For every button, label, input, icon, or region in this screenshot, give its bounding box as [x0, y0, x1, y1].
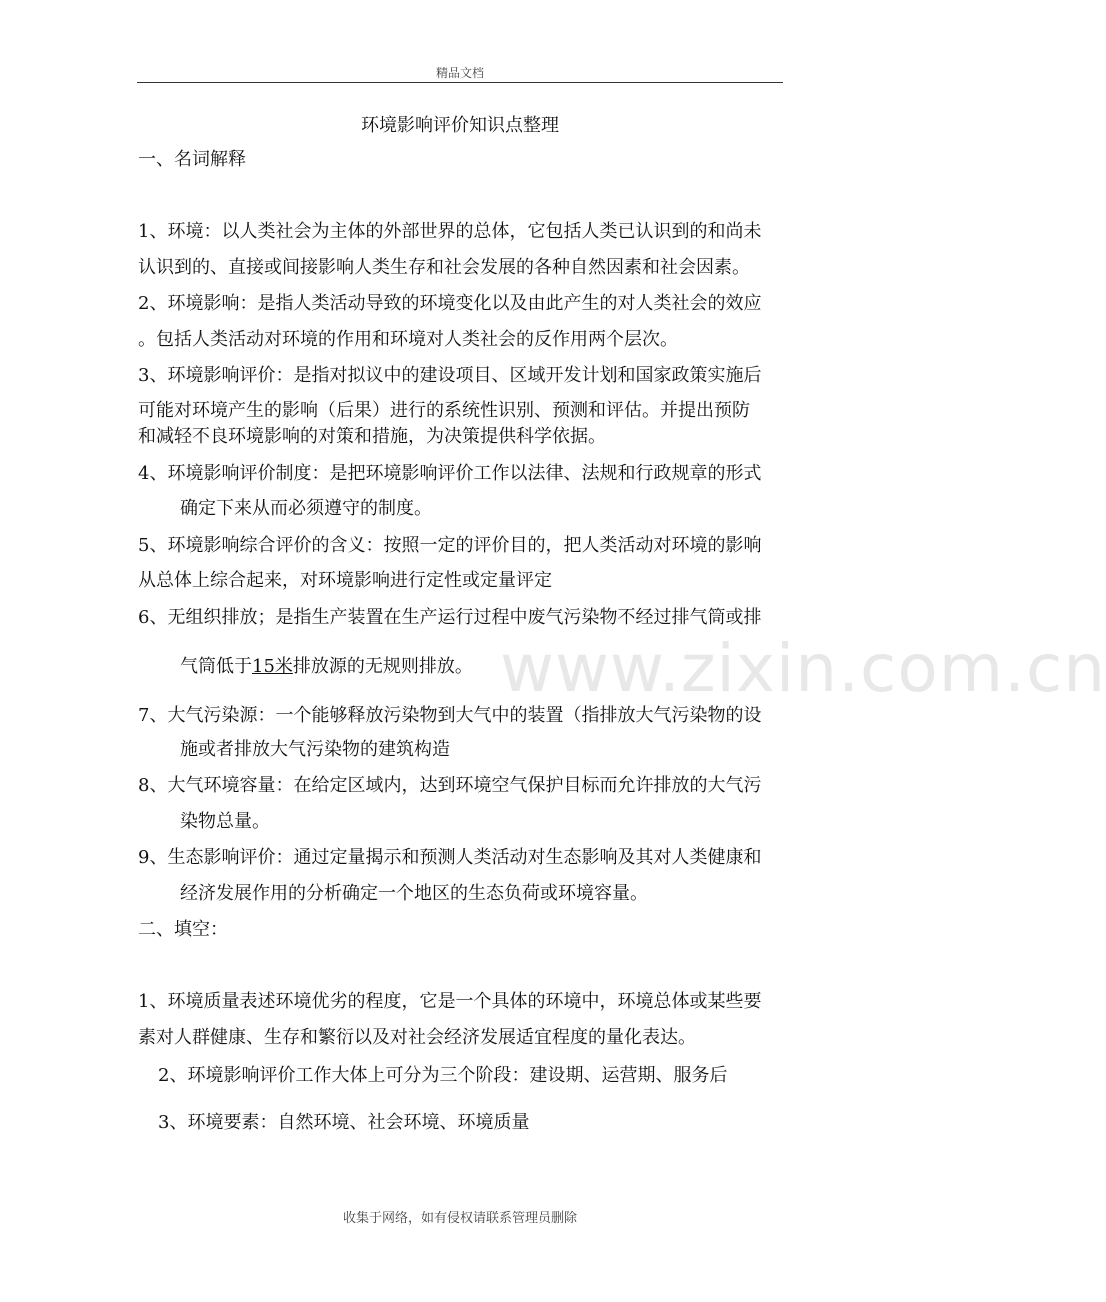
text-line: 素对人群健康、生存和繁衍以及对社会经济发展适宜程度的量化表达。 [138, 1027, 696, 1048]
text-fragment: 气筒低于 [180, 656, 252, 677]
section-heading: 二、填空： [138, 919, 228, 940]
text-line: 1、环境质量表述环境优劣的程度，它是一个具体的环境中，环境总体或某些要 [138, 991, 762, 1012]
text-line: 2、环境影响评价工作大体上可分为三个阶段：建设期、运营期、服务后 [158, 1065, 728, 1086]
section-heading: 一、名词解释 [138, 149, 246, 170]
underlined-text: 15米 [252, 656, 293, 677]
text-line: 和减轻不良环境影响的对策和措施，为决策提供科学依据。 [138, 426, 606, 447]
text-line: 经济发展作用的分析确定一个地区的生态负荷或环境容量。 [180, 883, 648, 904]
text-line: 3、环境要素：自然环境、社会环境、环境质量 [158, 1112, 530, 1133]
text-fragment: 排放源的无规则排放。 [292, 656, 473, 677]
text-line: 认识到的、直接或间接影响人类生存和社会发展的各种自然因素和社会因素。 [138, 257, 750, 278]
text-line: 7、大气污染源：一个能够释放污染物到大气中的装置（指排放大气污染物的设 [138, 705, 762, 726]
document-title: 环境影响评价知识点整理 [361, 115, 559, 136]
text-line: 8、大气环境容量：在给定区域内，达到环境空气保护目标而允许排放的大气污 [138, 775, 762, 796]
page-header: 精品文档 [435, 66, 484, 80]
text-line: 3、环境影响评价：是指对拟议中的建设项目、区域开发计划和国家政策实施后 [138, 365, 762, 386]
text-line: 5、环境影响综合评价的含义：按照一定的评价目的，把人类活动对环境的影响 [138, 535, 762, 556]
text-line: 1、环境：以人类社会为主体的外部世界的总体，它包括人类已认识到的和尚未 [138, 221, 762, 242]
text-line: 确定下来从而必须遵守的制度。 [180, 498, 432, 519]
text-line: 。包括人类活动对环境的作用和环境对人类社会的反作用两个层次。 [138, 329, 678, 350]
text-line: 4、环境影响评价制度：是把环境影响评价工作以法律、法规和行政规章的形式 [138, 463, 762, 484]
text-line: 2、环境影响：是指人类活动导致的环境变化以及由此产生的对人类社会的效应 [138, 293, 762, 314]
text-line: 可能对环境产生的影响（后果）进行的系统性识别、预测和评估。并提出预防 [138, 400, 750, 421]
header-divider [137, 82, 783, 83]
watermark: www.zixin.com.cn [500, 630, 1106, 707]
text-line: 9、生态影响评价：通过定量揭示和预测人类活动对生态影响及其对人类健康和 [138, 847, 762, 868]
text-line: 从总体上综合起来，对环境影响进行定性或定量评定 [138, 570, 552, 591]
text-line [180, 655, 830, 679]
text-line: 施或者排放大气污染物的建筑构造 [180, 739, 450, 760]
text-line: 染物总量。 [180, 811, 270, 832]
text-line: 6、无组织排放；是指生产装置在生产运行过程中废气污染物不经过排气筒或排 [138, 607, 762, 628]
page-footer: 收集于网络，如有侵权请联系管理员删除 [342, 1211, 577, 1226]
